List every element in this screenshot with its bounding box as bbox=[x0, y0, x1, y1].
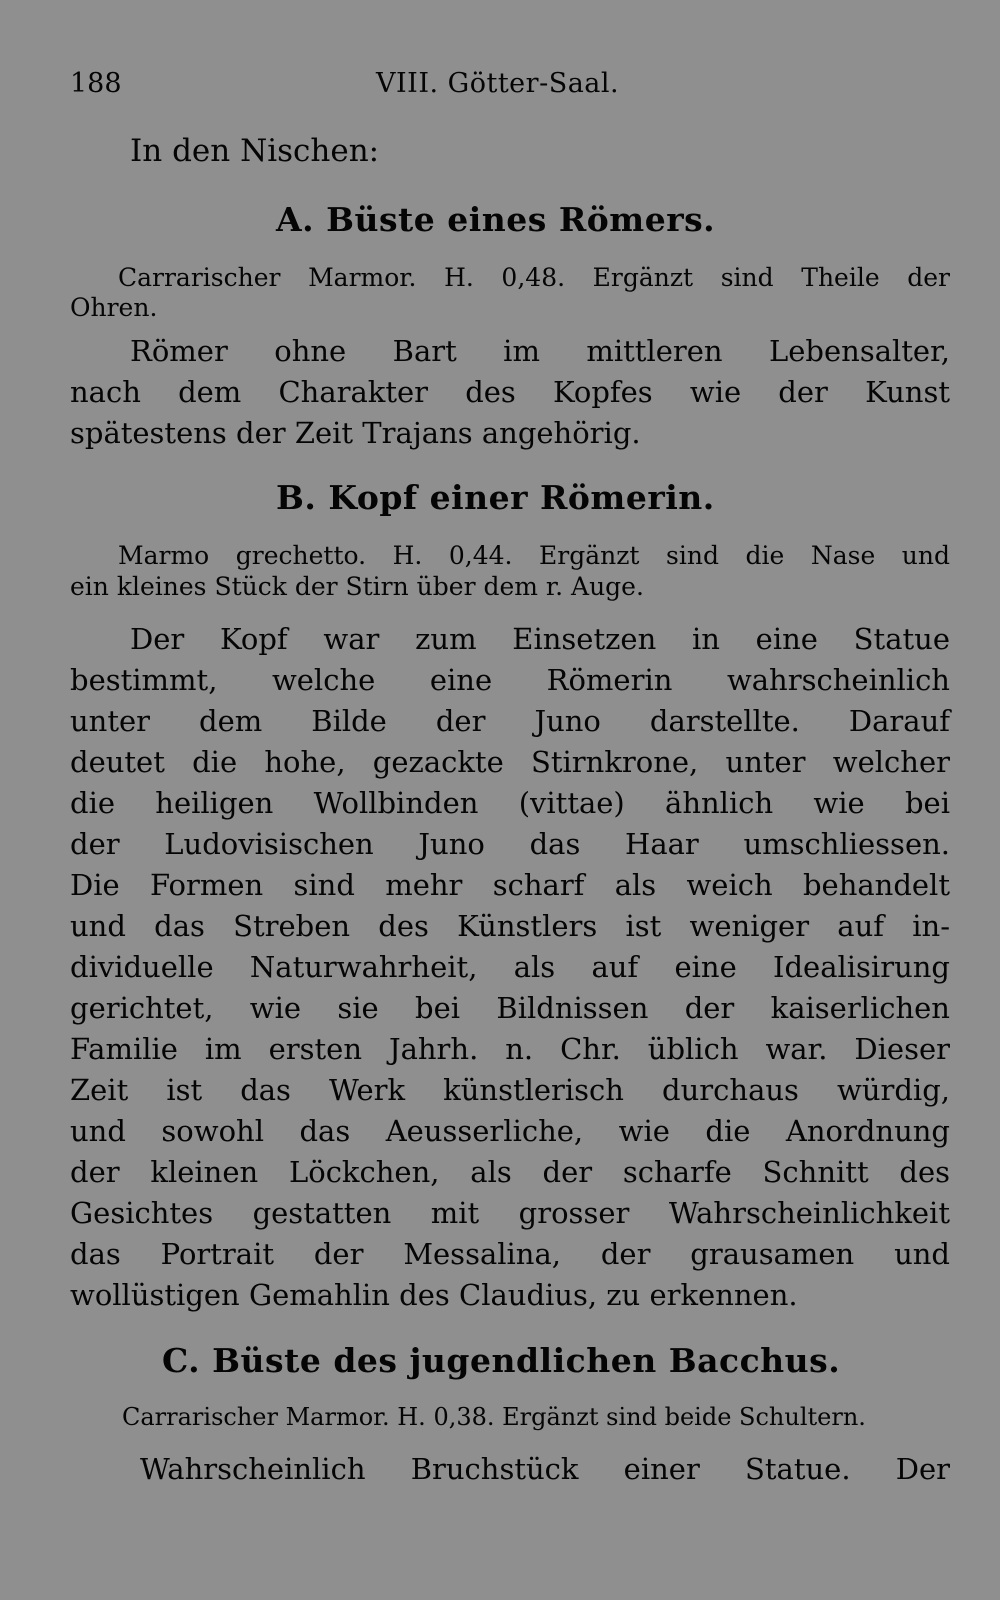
section-b-body-line: Gesichtes gestatten mit grosser Wahrscheinlichkeit bbox=[70, 1196, 950, 1230]
section-b-body-line: dividuelle Naturwahrheit, als auf eine Idealisirung bbox=[70, 950, 950, 984]
section-b-body-line: das Portrait der Messalina, der grausamen und bbox=[70, 1237, 950, 1271]
section-c-body-line: Wahrscheinlich Bruchstück einer Statue. Der bbox=[140, 1452, 950, 1486]
section-b-body-line: bestimmt, welche eine Römerin wahrscheinlich bbox=[70, 663, 950, 697]
section-a-body-line: nach dem Charakter des Kopfes wie der Kunst bbox=[70, 375, 950, 409]
section-b-body-line: Die Formen sind mehr scharf als weich behandelt bbox=[70, 868, 950, 902]
section-b-body-line: wollüstigen Gemahlin des Claudius, zu erkennen. bbox=[70, 1278, 798, 1312]
section-a-body-line: spätestens der Zeit Trajans angehörig. bbox=[70, 416, 641, 450]
section-a-meta-line: Ohren. bbox=[70, 293, 158, 322]
intro-line: In den Nischen: bbox=[130, 133, 380, 169]
section-b-heading: B. Kopf einer Römerin. bbox=[276, 478, 715, 517]
running-head: VIII. Götter-Saal. bbox=[376, 68, 620, 99]
section-b-meta-line: Marmo grechetto. H. 0,44. Ergänzt sind die Nase und bbox=[118, 541, 950, 570]
section-b-body-line: unter dem Bilde der Juno darstellte. Darauf bbox=[70, 704, 950, 738]
page-header bbox=[70, 68, 950, 108]
section-b-meta-line: ein kleines Stück der Stirn über dem r. Auge. bbox=[70, 572, 644, 601]
section-b-body-line: Der Kopf war zum Einsetzen in eine Statue bbox=[130, 622, 950, 656]
section-b-body-line: der Ludovisischen Juno das Haar umschliessen. bbox=[70, 827, 950, 861]
section-b-body-line: Familie im ersten Jahrh. n. Chr. üblich war. Dieser bbox=[70, 1032, 950, 1066]
section-a-heading: A. Büste eines Römers. bbox=[276, 200, 716, 239]
section-b-body-line: der kleinen Löckchen, als der scharfe Schnitt des bbox=[70, 1155, 950, 1189]
section-a-body-line: Römer ohne Bart im mittleren Lebensalter, bbox=[130, 334, 950, 368]
section-b-body-line: die heiligen Wollbinden (vittae) ähnlich wie bei bbox=[70, 786, 950, 820]
section-b-body-line: deutet die hohe, gezackte Stirnkrone, unter welcher bbox=[70, 745, 950, 779]
section-c-heading: C. Büste des jugendlichen Bacchus. bbox=[162, 1341, 841, 1380]
section-b-body-line: gerichtet, wie sie bei Bildnissen der kaiserlichen bbox=[70, 991, 950, 1025]
section-b-body-line: und das Streben des Künstlers ist weniger auf in- bbox=[70, 909, 950, 943]
section-a-meta-line: Carrarischer Marmor. H. 0,48. Ergänzt sind Theile der bbox=[118, 263, 950, 292]
section-b-body-line: und sowohl das Aeusserliche, wie die Anordnung bbox=[70, 1114, 950, 1148]
section-b-body-line: Zeit ist das Werk künstlerisch durchaus würdig, bbox=[70, 1073, 950, 1107]
page-number: 188 bbox=[70, 68, 122, 99]
section-c-meta-line: Carrarischer Marmor. H. 0,38. Ergänzt sind beide Schultern. bbox=[122, 1403, 866, 1431]
